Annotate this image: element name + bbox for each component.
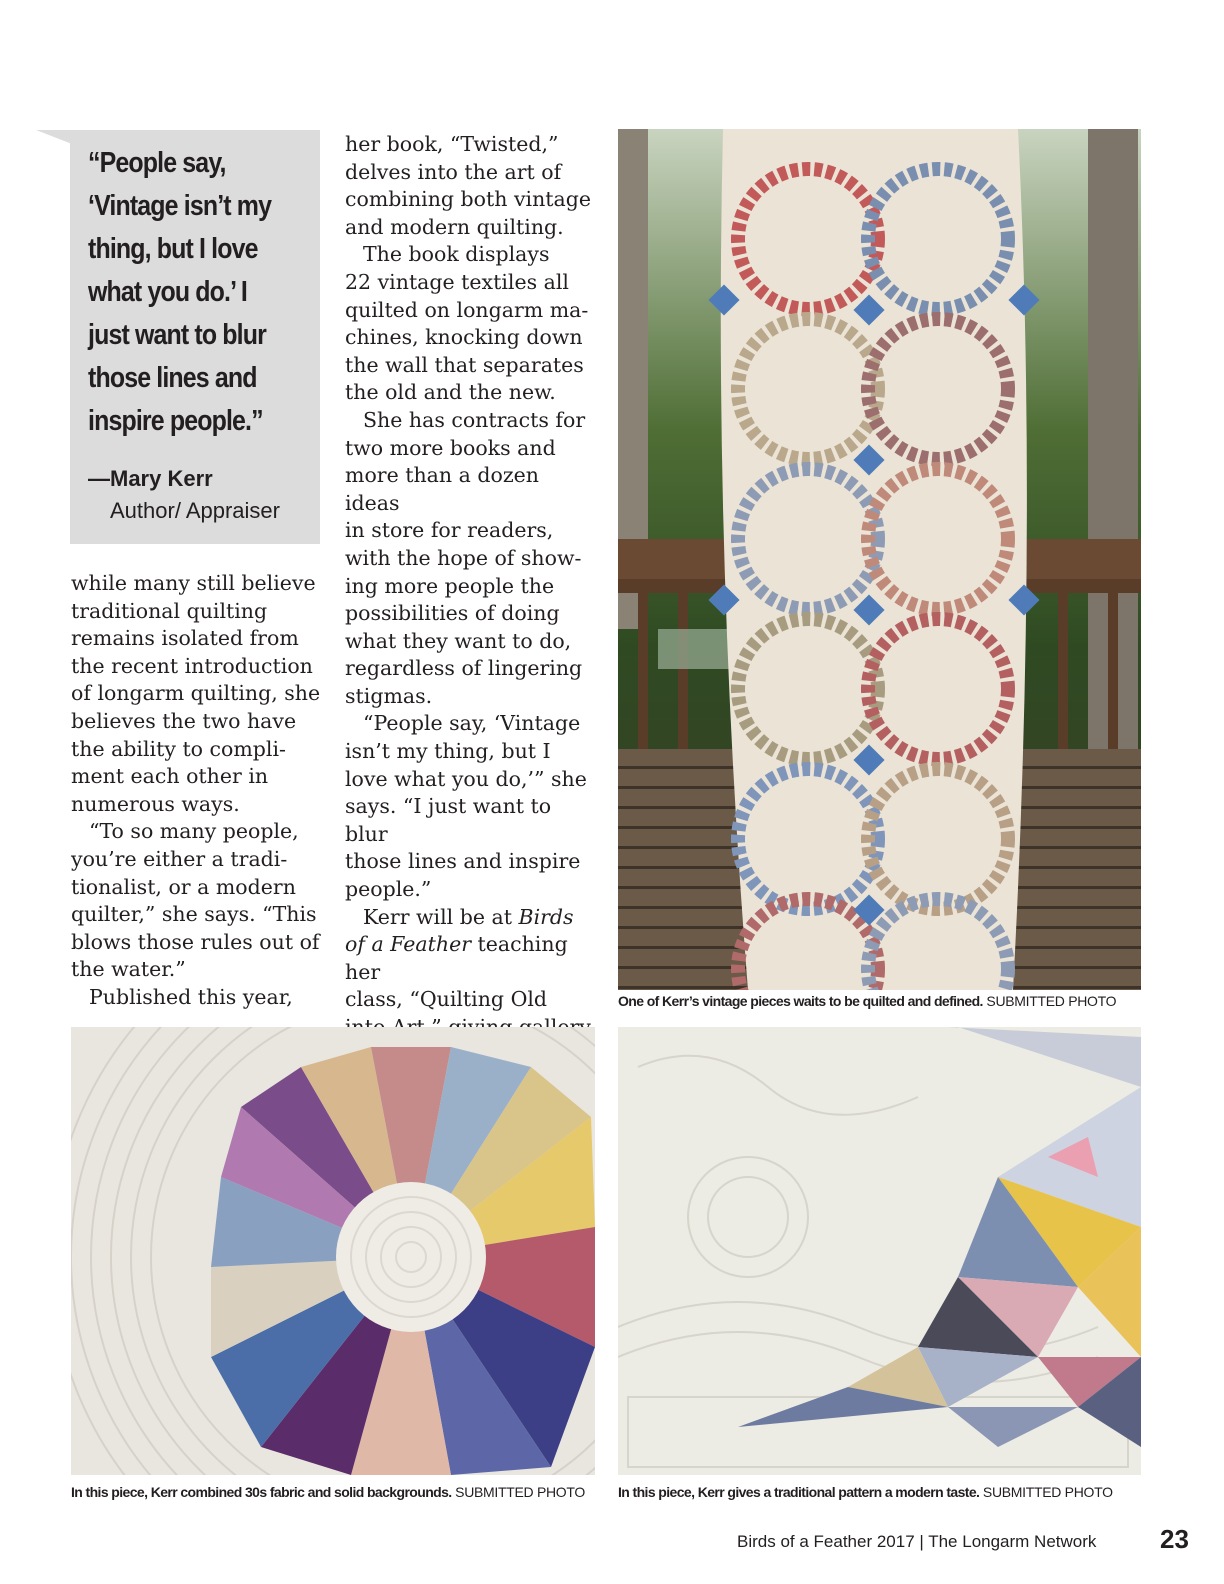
pull-quote xyxy=(70,130,320,544)
photo-caption xyxy=(71,1484,585,1500)
body-line: those lines and inspire xyxy=(345,849,581,874)
pull-quote-line: those lines and xyxy=(88,362,257,394)
body-line: delves into the art of xyxy=(345,159,562,184)
body-line: combining both vintage xyxy=(345,187,592,212)
body-line: while many still believe xyxy=(71,571,316,595)
body-line: traditional quilting xyxy=(71,598,268,623)
body-line: blows those rules out of xyxy=(71,929,320,954)
body-line: what they want to do, xyxy=(345,628,572,653)
body-line: 22 vintage textiles all xyxy=(345,269,569,294)
body-line: possibilities of doing xyxy=(345,601,560,626)
vintage-quilt-photo xyxy=(618,129,1141,990)
quote-attribution-name: —Mary Kerr xyxy=(88,466,213,491)
body-line: “People say, ‘Vintage xyxy=(363,711,581,736)
body-line: chines, knocking down xyxy=(345,325,583,350)
caption-text: One of Kerr’s vintage pieces waits to be quilted and defined. xyxy=(618,993,983,1009)
body-line: ment each other in xyxy=(71,764,269,789)
quote-attribution-role: Author/ Appraiser xyxy=(110,498,280,523)
body-line: two more books and xyxy=(345,435,556,460)
body-line: the ability to compli- xyxy=(71,736,286,761)
pull-quote-tab xyxy=(36,130,72,144)
body-line: Published this year, xyxy=(89,984,293,1009)
body-line: class, “Quilting Old xyxy=(345,987,548,1012)
article-column-1 xyxy=(71,570,321,1012)
body-line: more than a dozen ideas xyxy=(345,463,539,515)
body-line xyxy=(345,931,595,986)
article-column-2 xyxy=(345,131,595,1097)
body-line: “To so many people, xyxy=(89,819,299,844)
body-line: regardless of lingering xyxy=(345,656,583,681)
body-line: the recent introduction xyxy=(71,653,313,678)
photo-credit: SUBMITTED PHOTO xyxy=(451,1484,585,1500)
body-line xyxy=(345,904,595,932)
body-line: of longarm quilting, she xyxy=(71,681,321,706)
event-name-italic: of a Feather xyxy=(345,932,472,957)
body-line: She has contracts for xyxy=(363,407,586,432)
caption-text: In this piece, Kerr gives a traditional pattern a modern taste. xyxy=(618,1484,980,1500)
body-line: quilted on longarm ma- xyxy=(345,297,589,322)
pull-quote-line: “People say, xyxy=(88,147,226,179)
pull-quote-line: thing, but I love xyxy=(88,233,258,265)
page-number: 23 xyxy=(1160,1524,1189,1554)
body-line: believes the two have xyxy=(71,708,297,733)
body-line: stigmas. xyxy=(345,683,433,708)
body-line: the water.” xyxy=(71,957,186,982)
pull-quote-line: just want to blur xyxy=(88,319,266,351)
body-line: and modern quilting. xyxy=(345,214,564,239)
pull-quote-line: what you do.’ I xyxy=(88,276,247,308)
body-line: people.” xyxy=(345,877,432,902)
dresden-plate-quilt-photo xyxy=(71,1027,595,1475)
body-line: you’re either a tradi- xyxy=(71,846,288,871)
body-line: with the hope of show- xyxy=(345,545,582,570)
photo-caption xyxy=(618,1484,1113,1500)
modern-quilting-photo xyxy=(618,1027,1141,1475)
body-line: love what you do,’” she xyxy=(345,766,587,791)
photo-credit: SUBMITTED PHOTO xyxy=(979,1484,1113,1500)
pull-quote-line: ‘Vintage isn’t my xyxy=(88,190,272,222)
photo-caption xyxy=(618,993,1116,1009)
body-line: isn’t my thing, but I xyxy=(345,739,551,764)
body-line: quilter,” she says. “This xyxy=(71,902,317,927)
page-folio: Birds of a Feather 2017 | The Longarm Network xyxy=(737,1532,1097,1551)
body-line: her book, “Twisted,” xyxy=(345,132,559,156)
photo-credit: SUBMITTED PHOTO xyxy=(982,993,1117,1009)
caption-text: In this piece, Kerr combined 30s fabric and solid backgrounds. xyxy=(71,1484,452,1500)
body-line: numerous ways. xyxy=(71,791,240,816)
body-line: The book displays xyxy=(363,242,550,267)
body-line: ing more people the xyxy=(345,573,555,598)
body-line: the old and the new. xyxy=(345,380,556,405)
body-line: remains isolated from xyxy=(71,626,299,651)
event-name-italic: Birds xyxy=(518,904,574,929)
body-line: the wall that separates xyxy=(345,352,584,377)
pull-quote-text xyxy=(88,142,313,443)
body-text: teaching her xyxy=(345,932,568,984)
body-text: Kerr will be at xyxy=(363,904,519,929)
body-line: says. “I just want to blur xyxy=(345,794,552,846)
pull-quote-line: inspire people.” xyxy=(88,405,263,437)
body-line: tionalist, or a modern xyxy=(71,874,296,899)
body-line: in store for readers, xyxy=(345,518,554,543)
